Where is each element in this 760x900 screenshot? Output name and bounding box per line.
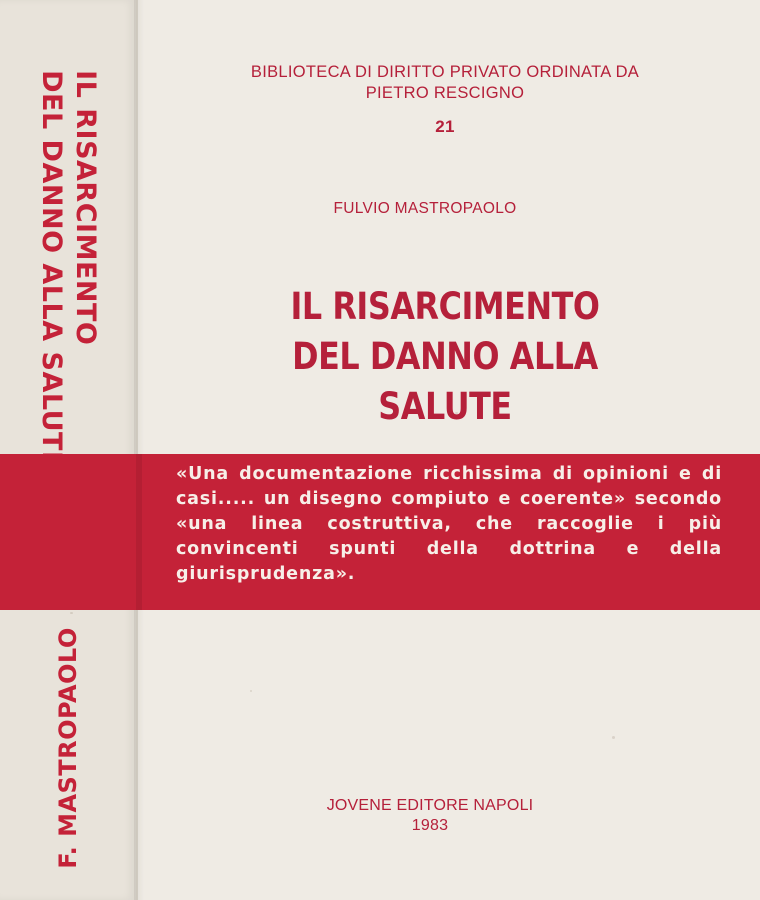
publisher-name: JOVENE EDITORE NAPOLI — [326, 797, 534, 814]
paper-speck — [250, 690, 252, 692]
series-heading — [210, 62, 680, 137]
spine-fold-shadow — [134, 0, 144, 900]
series-line1: BIBLIOTECA DI DIRITTO PRIVATO ORDINATA DA — [250, 63, 640, 81]
paper-speck — [455, 412, 458, 414]
paper-speck — [70, 612, 73, 614]
publication-year: 1983 — [411, 817, 449, 834]
paper-speck — [612, 736, 615, 739]
blurb-quote: «Una documentazione ricchissima di opinioni e di casi..... un disegno compiuto e coerente» secondo «una linea costruttiva, che raccoglie i più convincenti spunti della dottrina e della giurisprudenza». — [176, 464, 722, 584]
series-number: 21 — [435, 117, 455, 136]
spine-title-line1: IL RISARCIMENTO — [70, 70, 101, 346]
publisher-block — [320, 796, 540, 836]
spine-title — [34, 70, 102, 470]
title-line1: IL RISARCIMENTO — [290, 285, 600, 328]
author-name: FULVIO MASTROPAOLO — [333, 200, 517, 217]
band-spine-fold — [136, 454, 142, 610]
book-title — [234, 282, 655, 432]
title-line2: DEL DANNO ALLA SALUTE — [292, 335, 598, 428]
spine-author: F. MASTROPAOLO — [54, 627, 82, 869]
series-line2: PIETRO RESCIGNO — [365, 84, 525, 102]
spine-title-line2: DEL DANNO ALLA SALUTE — [36, 70, 67, 470]
